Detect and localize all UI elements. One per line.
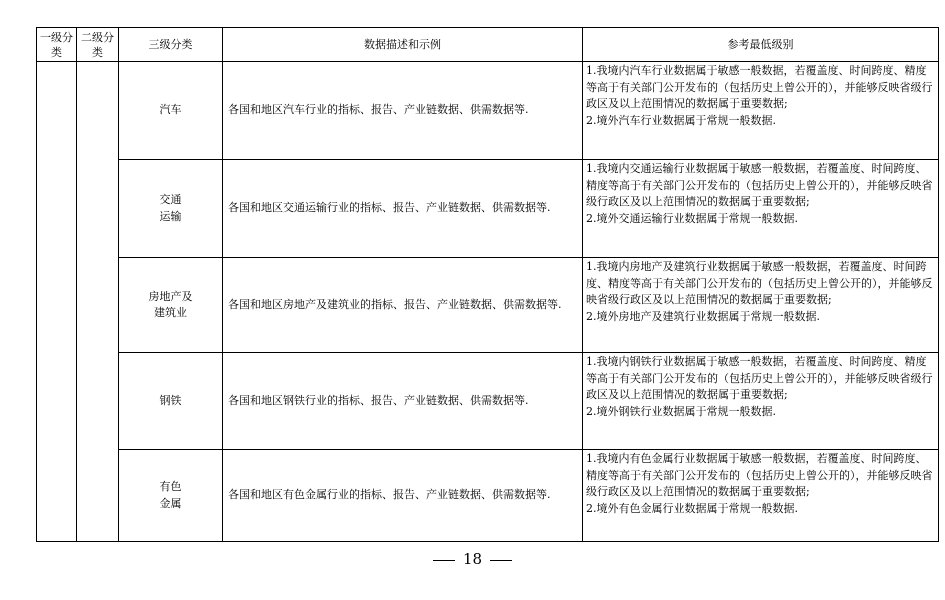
data-classification-table-page [36,27,939,542]
table-row [37,160,939,258]
description-cell: 各国和地区房地产及建筑业的指标、报告、产业链数据、供需数据等. [223,258,583,353]
header-level3: 三级分类 [119,28,223,62]
table-header-row [37,28,939,62]
footer-dash-right [490,560,512,561]
reference-item: 2.境外交通运输行业数据属于常规一般数据. [586,211,798,225]
footer-dash-left [433,560,455,561]
reference-item: 1.我境内钢铁行业数据属于敏感一般数据，若覆盖度、时间跨度、精度等高于有关部门公开发布的（包括历史上曾公开的），并能够反映省级行政区及以上范围情况的数据属于重要数据; [586,355,933,401]
description-cell: 各国和地区钢铁行业的指标、报告、产业链数据、供需数据等. [223,353,583,450]
header-level1: 一级分类 [37,28,77,62]
page-footer [0,550,945,568]
table-row [37,353,939,450]
category-text: 房地产及建筑业 [148,289,193,319]
table-row [37,62,939,160]
reference-item: 2.境外房地产及建筑行业数据属于常规一般数据. [586,309,820,323]
page-number: 18 [462,550,483,568]
reference-item: 1.我境内汽车行业数据属于敏感一般数据，若覆盖度、时间跨度、精度等高于有关部门公开发布的（包括历史上曾公开的），并能够反映省级行政区及以上范围情况的数据属于重要数据; [586,64,933,110]
table-row [37,258,939,353]
reference-cell [583,353,939,450]
reference-item: 1.我境内有色金属行业数据属于敏感一般数据，若覆盖度、时间跨度、精度等高于有关部门公开发布的（包括历史上曾公开的），并能够反映省级行政区及以上范围情况的数据属于重要数据; [586,452,933,498]
reference-item: 1.我境内交通运输行业数据属于敏感一般数据，若覆盖度、时间跨度、精度等高于有关部门公开发布的（包括历史上曾公开的），并能够反映省级行政区及以上范围情况的数据属于重要数据; [586,162,933,208]
description-cell: 各国和地区汽车行业的指标、报告、产业链数据、供需数据等. [223,62,583,160]
reference-cell [583,258,939,353]
category-text: 交通运输 [159,193,182,223]
description-cell: 各国和地区有色金属行业的指标、报告、产业链数据、供需数据等. [223,450,583,542]
reference-item: 1.我境内房地产及建筑行业数据属于敏感一般数据，若覆盖度、时间跨度、精度等高于有关部门公开发布的（包括历史上曾公开的），并能够反映省级行政区及以上范围情况的数据属于重要数据; [586,260,933,306]
reference-item: 2.境外汽车行业数据属于常规一般数据. [586,113,776,127]
level2-cell [77,62,119,542]
header-level2: 二级分类 [77,28,119,62]
category-text: 有色金属 [159,480,182,510]
category-cell [119,450,223,542]
reference-item: 2.境外钢铁行业数据属于常规一般数据. [586,404,776,418]
header-description: 数据描述和示例 [223,28,583,62]
reference-cell [583,450,939,542]
category-cell: 钢铁 [119,353,223,450]
table-row [37,450,939,542]
classification-table [36,27,939,542]
level1-cell [37,62,77,542]
header-reference: 参考最低级别 [583,28,939,62]
description-cell: 各国和地区交通运输行业的指标、报告、产业链数据、供需数据等. [223,160,583,258]
category-cell [119,258,223,353]
reference-cell [583,160,939,258]
category-cell [119,160,223,258]
reference-item: 2.境外有色金属行业数据属于常规一般数据. [586,501,798,515]
category-cell: 汽车 [119,62,223,160]
reference-cell [583,62,939,160]
